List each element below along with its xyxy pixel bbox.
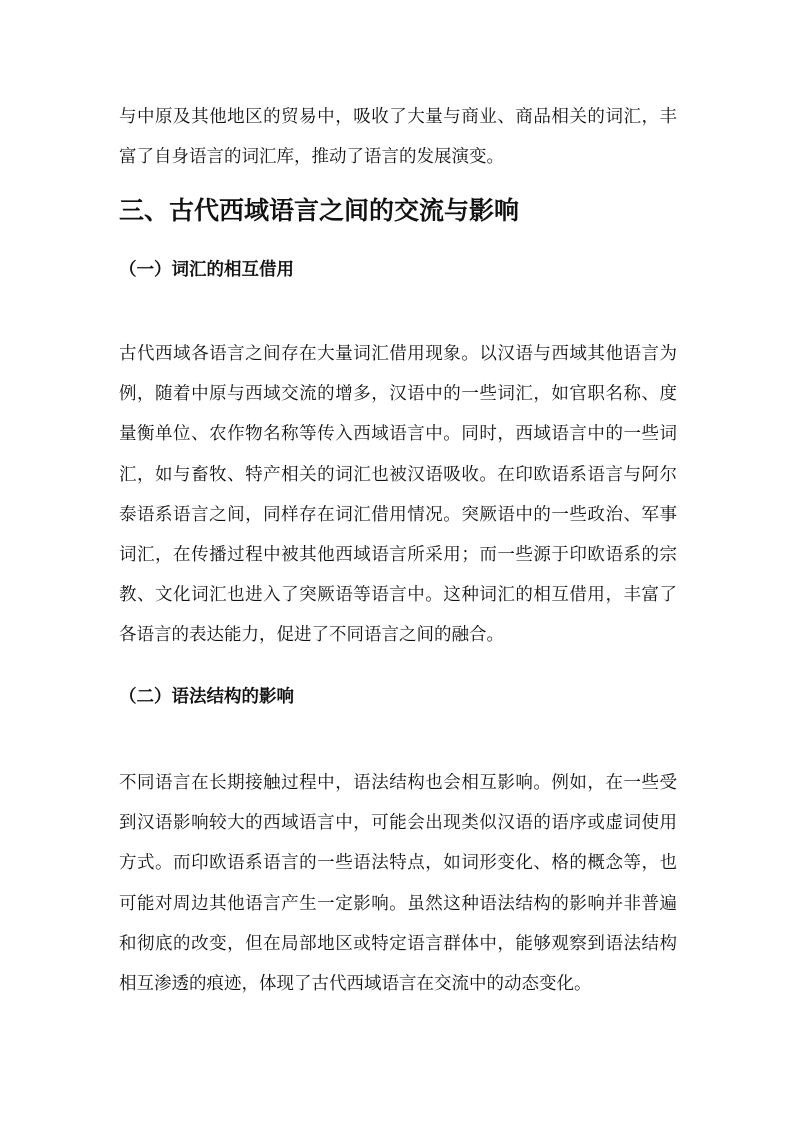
section-heading: 三、古代西域语言之间的交流与影响 [119,196,520,225]
intro-paragraph: 与中原及其他地区的贸易中，吸收了大量与商业、商品相关的词汇，丰富了自身语言的词汇库，推动了语言的发展演变。 [119,107,677,168]
subsection-paragraph-vocabulary: 古代西域各语言之间存在大量词汇借用现象。以汉语与西域其他语言为例，随着中原与西域交流的增多，汉语中的一些词汇，如官职名称、度量衡单位、农作物名称等传入西域语言中。同时，西域语言中的一些词汇，如与畜牧、特产相关的词汇也被汉语吸收。在印欧语系语言与阿尔泰语系语言之间，同样存在词汇借用情况。突厥语中的一些政治、军事词汇，在传播过程中被其他西域语言所采用；而一些源于印欧语系的宗教、文化词汇也进入了突厥语等语言中。这种词汇的相互借用，丰富了各语言的表达能力，促进了不同语言之间的融合。 [119,344,677,646]
subsection-heading-vocabulary: （一）词汇的相互借用 [119,260,294,280]
subsection-heading-grammar: （二）语法结构的影响 [119,687,294,707]
subsection-paragraph-grammar: 不同语言在长期接触过程中，语法结构也会相互影响。例如，在一些受到汉语影响较大的西域语言中，可能会出现类似汉语的语序或虚词使用方式。而印欧语系语言的一些语法特点，如词形变化、格的概念等，也可能对周边其他语言产生一定影响。虽然这种语法结构的影响并非普遍和彻底的改变，但在局部地区或特定语言群体中，能够观察到语法结构相互渗透的痕迹，体现了古代西域语言在交流中的动态变化。 [119,773,677,995]
